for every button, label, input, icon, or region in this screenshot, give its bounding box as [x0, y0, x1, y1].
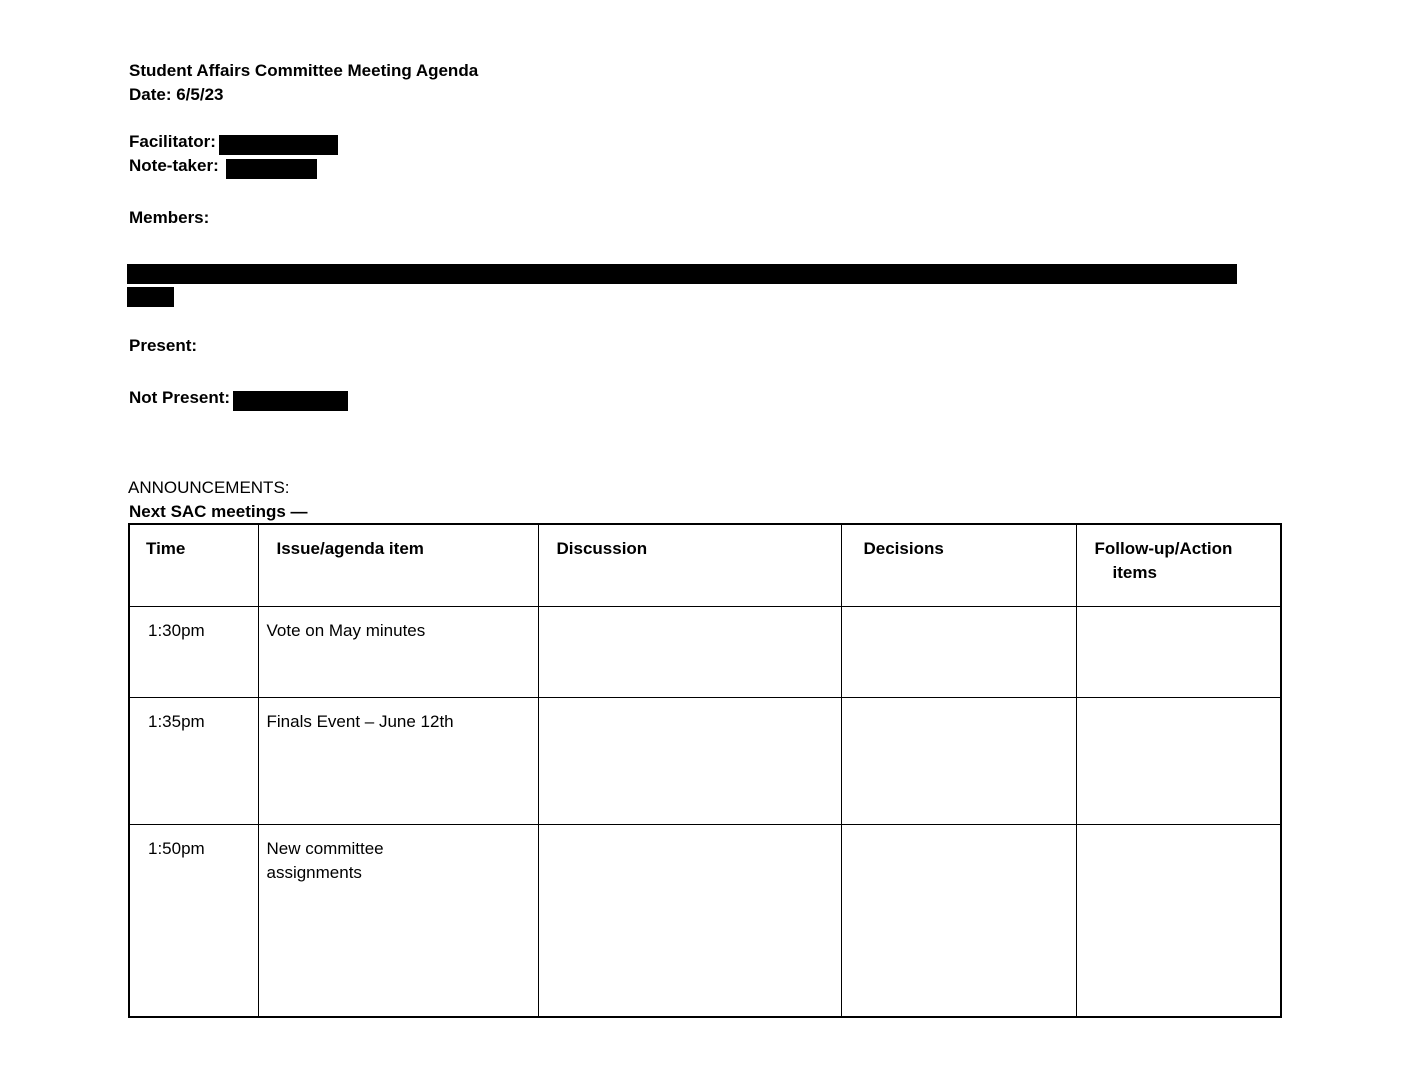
row-discussion — [539, 698, 841, 710]
row-discussion — [539, 607, 841, 619]
members-label: Members: — [129, 208, 210, 227]
cell-issue — [258, 606, 538, 697]
row-decisions — [842, 607, 1076, 619]
members-redaction-line-2 — [127, 287, 174, 307]
header-decisions — [841, 524, 1076, 606]
cell-discussion — [538, 824, 841, 1017]
header-decisions-label: Decisions — [863, 539, 944, 558]
not-present-label: Not Present: — [129, 388, 231, 407]
row-issue: Vote on May minutes — [266, 620, 426, 640]
header-issue-label: Issue/agenda item — [276, 539, 424, 558]
cell-decisions — [841, 697, 1076, 824]
table-row — [129, 606, 1281, 697]
cell-issue — [258, 697, 538, 824]
cell-follow-up — [1076, 824, 1281, 1017]
row-follow-up — [1077, 698, 1281, 710]
header-discussion — [538, 524, 841, 606]
cell-decisions — [841, 824, 1076, 1017]
header-issue — [258, 524, 538, 606]
cell-time — [129, 606, 258, 697]
row-time: 1:30pm — [148, 620, 205, 640]
row-discussion — [539, 825, 841, 837]
not-present-redaction — [233, 391, 348, 411]
table-header-row — [129, 524, 1281, 606]
next-meetings-label: Next SAC meetings — — [129, 502, 308, 521]
row-issue: New committee assignments — [266, 838, 384, 882]
cell-discussion — [538, 697, 841, 824]
document-title: Student Affairs Committee Meeting Agenda — [129, 61, 479, 80]
cell-decisions — [841, 606, 1076, 697]
note-taker-redaction — [226, 159, 317, 179]
row-follow-up — [1077, 607, 1281, 619]
row-follow-up — [1077, 825, 1281, 837]
cell-follow-up — [1076, 606, 1281, 697]
cell-discussion — [538, 606, 841, 697]
announcements-label: ANNOUNCEMENTS: — [128, 478, 290, 497]
table-row — [129, 824, 1281, 1017]
row-time: 1:35pm — [148, 711, 205, 731]
agenda-table — [128, 523, 1282, 1018]
facilitator-label: Facilitator: — [129, 132, 216, 151]
header-time — [129, 524, 258, 606]
facilitator-redaction — [219, 135, 338, 155]
row-issue: Finals Event – June 12th — [266, 711, 454, 731]
header-follow-up — [1076, 524, 1281, 606]
table-row — [129, 697, 1281, 824]
cell-issue — [258, 824, 538, 1017]
meeting-date: Date: 6/5/23 — [129, 85, 224, 104]
members-redaction-line-1 — [127, 264, 1237, 284]
cell-time — [129, 697, 258, 824]
header-time-label: Time — [146, 539, 186, 558]
header-discussion-label: Discussion — [556, 539, 648, 558]
note-taker-label: Note-taker: — [129, 156, 219, 175]
row-time: 1:50pm — [148, 838, 205, 858]
row-decisions — [842, 825, 1076, 837]
row-decisions — [842, 698, 1076, 710]
header-follow-up-label: Follow-up/Action items — [1094, 539, 1233, 582]
cell-time — [129, 824, 258, 1017]
cell-follow-up — [1076, 697, 1281, 824]
present-label: Present: — [129, 336, 198, 355]
